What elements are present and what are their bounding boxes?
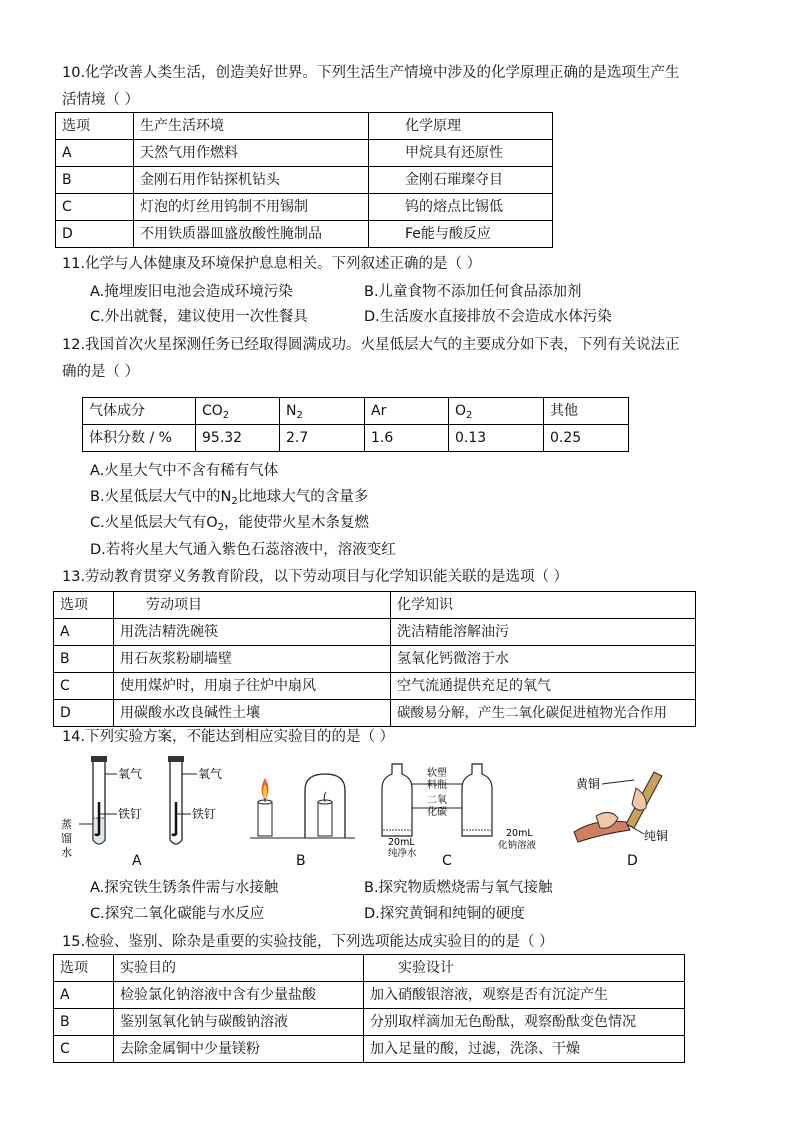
table-cell: 灯泡的灯丝用钨制不用锡制: [134, 194, 369, 221]
table-cell: 不用铁质器皿盛放酸性腌制品: [134, 221, 369, 248]
iron-nail-label: 铁钉: [192, 807, 217, 821]
table-cell: 1.6: [365, 425, 449, 452]
table-row: [56, 221, 553, 248]
table-cell: 鉴别氢氧化钠与碳酸钠溶液: [114, 1009, 364, 1036]
q14-option-d: D.探究黄铜和纯铜的硬度: [364, 906, 525, 922]
q14-option-c: C.探究二氧化碳能与水反应: [90, 906, 265, 922]
q11-option-a: A.掩埋废旧电池会造成环境污染: [90, 284, 293, 300]
table-cell: 用洗洁精洗碗筷: [114, 619, 391, 646]
table-cell: 分别取样滴加无色酚酞，观察酚酞变色情况: [364, 1009, 685, 1036]
table-cell: 氢氧化钙微溶于水: [391, 646, 696, 673]
q11-option-c: C.外出就餐，建议使用一次性餐具: [90, 309, 308, 325]
subscript: 2: [217, 522, 225, 533]
table-header-cell: 实验设计: [364, 955, 685, 982]
figure-b-candles: [250, 770, 360, 850]
table-cell: 用石灰浆粉刷墙壁: [114, 646, 391, 673]
table-header-cell: 生产生活环境: [134, 113, 369, 140]
table-cell: Fe能与酸反应: [369, 221, 553, 248]
figure-a-test-tubes: [55, 752, 250, 872]
table-cell: 95.32: [196, 425, 280, 452]
table-cell: 天然气用作燃料: [134, 140, 369, 167]
pure-water-volume-label: 20mL: [388, 837, 415, 848]
table-cell: 钨的熔点比锡低: [369, 194, 553, 221]
table-cell: B: [54, 646, 114, 673]
subscript: 2: [296, 410, 303, 421]
q12-option-c-part2: ，能使带火星木条复燃: [224, 515, 370, 531]
subscript: 2: [466, 410, 473, 421]
table-cell: D: [54, 700, 114, 727]
table-row: [56, 140, 553, 167]
oxygen-label: 氧气: [118, 767, 143, 781]
distilled-water-label: 水: [61, 846, 72, 859]
q10-line1: 10.化学改善人类生活，创造美好世界。下列生活生产情境中涉及的化学原理正确的是选项生产生: [62, 65, 680, 81]
table-cell: 金刚石用作钻探机钻头: [134, 167, 369, 194]
figure-d-label: D: [627, 853, 638, 869]
table-header-cell: 实验目的: [114, 955, 364, 982]
q10-stem: [62, 60, 742, 114]
table-cell: Ar: [365, 398, 449, 425]
subscript: 2: [222, 410, 230, 421]
q12-option-c-part1: C.火星低层大气有O: [90, 515, 218, 531]
table-cell: A: [56, 140, 134, 167]
q14-option-a: A.探究铁生锈条件需与水接触: [90, 880, 279, 896]
q12-table: [82, 397, 629, 452]
pure-water-label: 纯净水: [388, 848, 417, 858]
figure-c-bottles: [380, 758, 540, 858]
soft-plastic-bottle-label: 料瓶: [427, 780, 447, 791]
table-cell: 甲烷具有还原性: [369, 140, 553, 167]
table-cell: 0.13: [449, 425, 544, 452]
q11-stem: 11.化学与人体健康及环境保护息息相关。下列叙述正确的是（ ）: [62, 256, 482, 272]
table-cell: B: [56, 167, 134, 194]
pure-copper-label: 纯铜: [644, 829, 669, 843]
q12-line2: 确的是（ ）: [62, 364, 140, 380]
figure-d-scratch: [566, 768, 696, 853]
table-cell: 用碳酸水改良碱性土壤: [114, 700, 391, 727]
q10-line2: 活情境（ ）: [62, 92, 140, 108]
table-row: [83, 398, 629, 425]
o2-formula: O: [455, 403, 467, 419]
q12-option-a: A.火星大气中不含有稀有气体: [90, 463, 279, 479]
q14-stem: 14.下列实验方案，不能达到相应实验目的的是（ ）: [62, 729, 395, 745]
table-cell: 0.25: [544, 425, 629, 452]
table-cell: 去除金属铜中少量镁粉: [114, 1036, 364, 1063]
table-row: [54, 1036, 685, 1063]
table-cell: B: [54, 1009, 114, 1036]
oxygen-label: 氧气: [198, 767, 223, 781]
table-cell: 加入足量的酸，过滤，洗涤、干燥: [364, 1036, 685, 1063]
q15-stem: 15.检验、鉴别、除杂是重要的实验技能，下列选项能达成实验目的的是（ ）: [62, 934, 554, 950]
q13-stem: 13.劳动教育贯穿义务教育阶段，以下劳动项目与化学知识能关联的是选项（ ）: [62, 569, 569, 585]
subscript: 2: [231, 496, 238, 507]
q12-option-b-part2: 比地球大气的含量多: [237, 489, 369, 505]
table-header-cell: 劳动项目: [114, 592, 391, 619]
table-cell: 加入硝酸银溶液，观察是否有沉淀产生: [364, 982, 685, 1009]
table-row: [54, 955, 685, 982]
iron-nail-label: 铁钉: [118, 807, 143, 821]
table-header-cell: 选项: [56, 113, 134, 140]
table-cell: C: [56, 194, 134, 221]
table-cell: A: [54, 619, 114, 646]
q12-option-d: D.若将火星大气通入紫色石蕊溶液中，溶液变红: [90, 542, 396, 558]
table-row: [56, 167, 553, 194]
co2-label: 二氧: [427, 795, 447, 806]
table-row: [54, 982, 685, 1009]
table-cell: D: [56, 221, 134, 248]
q11-option-b: B.儿童食物不添加任何食品添加剂: [364, 284, 582, 300]
table-row: [56, 113, 553, 140]
q11-option-d: D.生活废水直接排放不会造成水体污染: [364, 309, 612, 325]
table-row: [54, 700, 696, 727]
table-cell: 气体成分: [83, 398, 196, 425]
q12-option-b-part1: B.火星低层大气中的N: [90, 489, 232, 505]
table-cell: A: [54, 982, 114, 1009]
table-cell: [449, 398, 544, 425]
table-row: [54, 619, 696, 646]
n2-formula: N: [286, 403, 297, 419]
table-cell: C: [54, 1036, 114, 1063]
table-header-cell: 化学原理: [369, 113, 553, 140]
distilled-water-label: 馏: [61, 832, 72, 845]
table-cell: 检验氯化钠溶液中含有少量盐酸: [114, 982, 364, 1009]
q12-stem: [62, 332, 742, 386]
table-cell: 碳酸易分解，产生二氧化碳促进植物光合作用: [391, 700, 696, 727]
q12-option-b: [90, 485, 368, 509]
table-row: [54, 673, 696, 700]
table-row: [54, 646, 696, 673]
table-cell: 空气流通提供充足的氧气: [391, 673, 696, 700]
q12-line1: 12.我国首次火星探测任务已经取得圆满成功。火星低层大气的主要成分如下表，下列有关说法正: [62, 337, 680, 353]
table-cell: 2.7: [280, 425, 365, 452]
table-cell: 金刚石璀璨夺目: [369, 167, 553, 194]
co2-formula: CO: [202, 403, 223, 419]
solution-volume-label: 20mL: [506, 828, 533, 839]
table-row: [56, 194, 553, 221]
q14-option-b: B.探究物质燃烧需与氧气接触: [364, 880, 553, 896]
figure-b-label: B: [296, 853, 306, 869]
table-cell: 体积分数 / %: [83, 425, 196, 452]
table-cell: C: [54, 673, 114, 700]
distilled-water-label: 蒸: [61, 818, 72, 831]
q13-table: [53, 591, 696, 727]
table-row: [83, 425, 629, 452]
table-header-cell: 选项: [54, 592, 114, 619]
table-cell: 其他: [544, 398, 629, 425]
table-header-cell: 化学知识: [391, 592, 696, 619]
q12-option-c: [90, 511, 369, 535]
table-header-cell: 选项: [54, 955, 114, 982]
q15-table: [53, 954, 685, 1063]
table-cell: [280, 398, 365, 425]
table-cell: [196, 398, 280, 425]
co2-label: 化碳: [427, 807, 447, 818]
table-cell: 使用煤炉时，用扇子往炉中扇风: [114, 673, 391, 700]
figure-c-label: C: [442, 853, 452, 869]
q10-table: [55, 112, 553, 248]
brass-label: 黄铜: [576, 777, 601, 791]
solution-label: 化钠溶液: [498, 840, 537, 851]
table-row: [54, 592, 696, 619]
figure-a-label: A: [132, 853, 142, 869]
soft-plastic-bottle-label: 软塑: [427, 768, 447, 779]
table-cell: 洗洁精能溶解油污: [391, 619, 696, 646]
table-row: [54, 1009, 685, 1036]
